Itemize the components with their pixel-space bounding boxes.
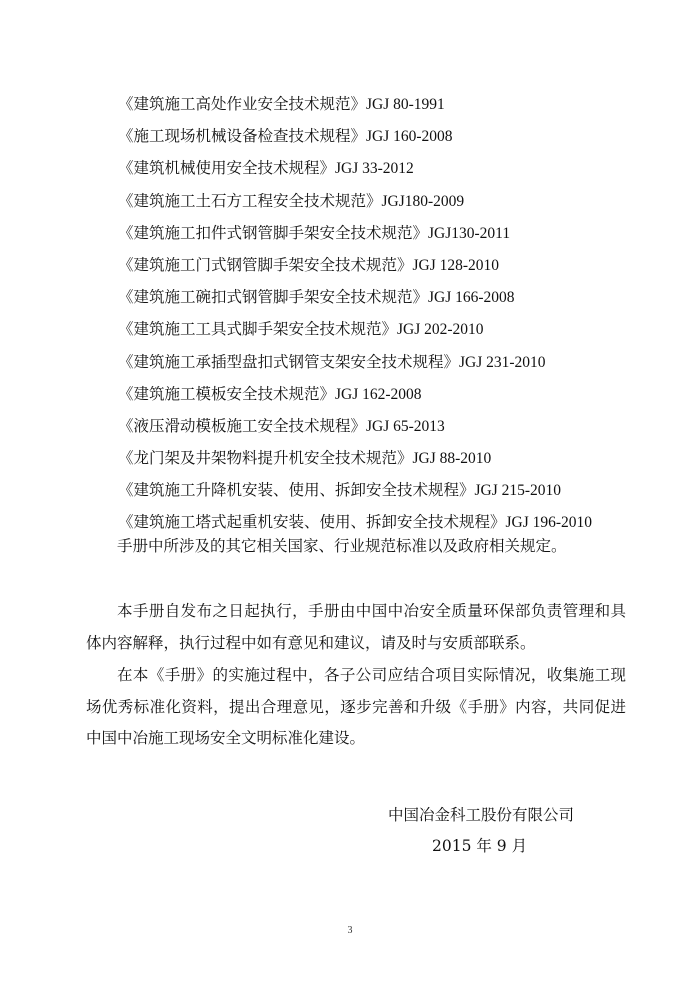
standard-title: 《建筑施工承插型盘扣式钢管支架安全技术规程》 [118,352,460,371]
standard-code: JGJ 162-2008 [335,385,422,403]
standard-code: JGJ 160-2008 [366,128,453,146]
standard-code: JGJ 80-1991 [366,96,445,113]
page-number: 3 [347,925,353,936]
standard-code: JGJ 196-2010 [505,514,593,532]
other-regulations-line: 手册中所涉及的其它相关国家、行业规范标准以及政府相关规定。 [117,537,567,555]
standard-item [118,120,678,152]
standard-item [118,410,678,442]
standard-item [118,346,678,378]
standard-title: 《建筑施工门式钢管脚手架安全技术规范》 [118,255,413,274]
standard-title: 《建筑施工工具式脚手架安全技术规范》 [118,320,398,339]
paragraph-implementation: 在本《手册》的实施过程中，各子公司应结合项目实际情况，收集施工现场优秀标准化资料，提出合理意见，逐步完善和升级《手册》内容，共同促进中国中冶施工现场安全文明标准化建设。 [86,666,626,748]
standard-item [118,313,678,345]
standard-code: JGJ 65-2013 [366,417,445,435]
standard-item [118,442,678,474]
standard-item [118,378,678,410]
standard-title: 《建筑施工高处作业安全技术规范》 [118,95,367,113]
standard-code: JGJ 166-2008 [428,289,515,307]
standard-title: 《建筑施工土石方工程安全技术规范》 [118,191,382,210]
standard-code: JGJ 231-2010 [459,353,546,371]
standard-code: JGJ 33-2012 [335,160,414,178]
standard-code: JGJ 202-2010 [397,321,484,339]
standard-code: JGJ180-2009 [381,192,465,210]
standard-title: 《建筑施工碗扣式钢管脚手架安全技术规范》 [118,288,429,307]
standard-item [118,88,678,120]
standard-code: JGJ 128-2010 [412,256,500,274]
paragraph-effective-date: 本手册自发布之日起执行，手册由中国中冶安全质量环保部负责管理和具体内容解释，执行过程中如有意见和建议，请及时与安质部联系。 [86,602,626,652]
standard-item [118,249,678,281]
standard-title: 《施工现场机械设备检查技术规程》 [118,127,367,146]
standard-item [118,152,678,184]
standard-title: 《建筑施工塔式起重机安装、使用、拆卸安全技术规程》 [118,513,506,532]
standard-code: JGJ 88-2010 [412,450,492,468]
standard-code: JGJ130-2011 [428,224,511,242]
standard-item [118,281,678,313]
standard-title: 《龙门架及井架物料提升机安全技术规范》 [118,449,413,468]
standard-code: JGJ 215-2010 [474,482,562,500]
issue-date: 2015 年 9 月 [432,837,528,855]
standard-title: 《建筑施工扣件式钢管脚手架安全技术规范》 [118,223,429,242]
standard-title: 《液压滑动模板施工安全技术规程》 [118,416,367,435]
standards-list [118,88,678,539]
standard-title: 《建筑施工模板安全技术规范》 [118,384,336,403]
company-signature: 中国冶金科工股份有限公司 [388,806,575,824]
standard-item [118,217,678,249]
standard-item [118,474,678,506]
standard-title: 《建筑施工升降机安装、使用、拆卸安全技术规程》 [118,481,475,500]
standard-item [118,185,678,217]
standard-title: 《建筑机械使用安全技术规程》 [118,159,336,178]
